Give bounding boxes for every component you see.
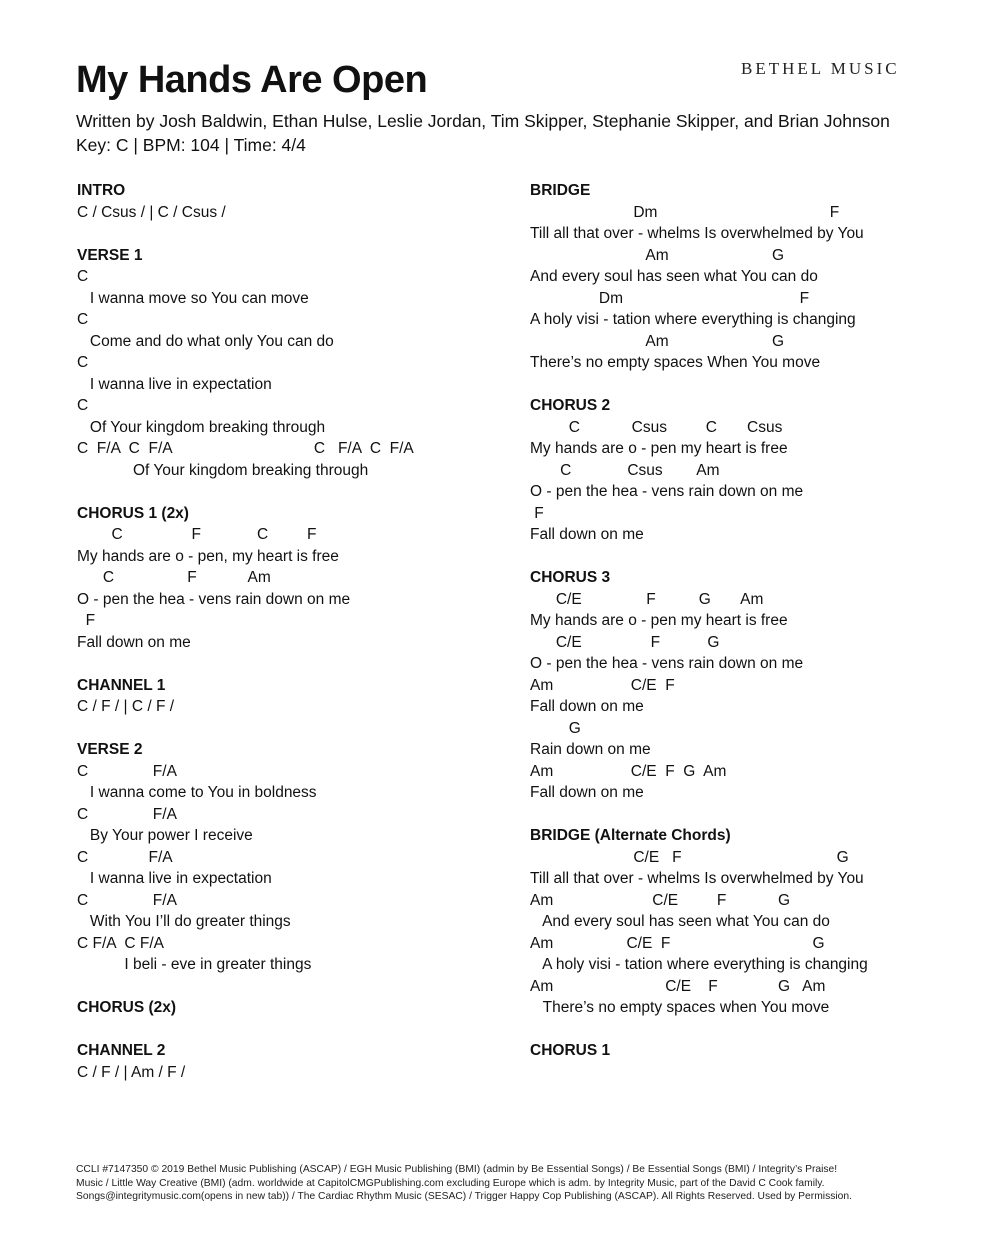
chart-line: F — [530, 504, 544, 522]
chart-line: By Your power I receive — [77, 827, 253, 844]
chart-line: A holy visi - tation where everything is changing — [530, 956, 868, 973]
section-title: VERSE 1 — [77, 246, 143, 264]
brand-logo: BETHEL MUSIC — [741, 59, 900, 78]
copyright-line: CCLI #7147350 © 2019 Bethel Music Publishing (ASCAP) / EGH Music Publishing (BMI) (admin by Be Essential Songs) / Be Essential Songs (BMI) / Integrity’s Praise! — [76, 1164, 838, 1175]
chart-line: Fall down on me — [530, 698, 644, 715]
chart-line: C / F / | C / F / — [77, 698, 175, 715]
chart-line: C F C F — [77, 526, 317, 543]
chart-line: A holy visi - tation where everything is changing — [530, 311, 856, 328]
song-section — [530, 395, 970, 546]
chart-line: C Csus C Csus — [530, 418, 783, 436]
copyright-line: Songs@integritymusic.com(opens in new tab)) / The Cardiac Rhythm Music (SESAC) / Trigger Happy Cop Publishing (ASCAP). All Rights Reserved. Used by Permission. — [76, 1191, 852, 1202]
chart-line: C / F / | Am / F / — [77, 1063, 186, 1081]
chart-line: Am G — [530, 246, 785, 264]
chart-line: C F/A C F/A C F/A C F/A — [77, 440, 414, 457]
chart-line: Am C/E F — [530, 676, 675, 694]
right-column — [530, 180, 970, 1083]
section-title: BRIDGE (Alternate Chords) — [530, 827, 731, 844]
section-title: INTRO — [77, 182, 126, 199]
chart-line: C F/A — [77, 762, 177, 780]
chart-line: Fall down on me — [530, 784, 644, 801]
chart-line: C — [77, 311, 89, 328]
song-section — [77, 503, 517, 654]
song-section — [77, 675, 517, 718]
chart-line: C F/A — [77, 805, 177, 823]
chart-line: C/E F G Am — [530, 590, 764, 608]
chart-line: Am C/E F G Am — [530, 977, 826, 995]
chart-line: And every soul has seen what You can do — [530, 913, 830, 930]
page-title: My Hands Are Open — [76, 59, 428, 101]
chart-line: Dm F — [530, 289, 810, 307]
song-section — [77, 180, 517, 223]
section-title: CHORUS 1 (2x) — [77, 504, 189, 522]
song-section — [77, 997, 517, 1019]
chart-line: And every soul has seen what You can do — [530, 268, 818, 285]
chart-line: C F Am — [77, 569, 271, 586]
song-section — [530, 825, 970, 1019]
chart-line: C F/A C F/A — [77, 934, 164, 952]
chart-line: O - pen the hea - vens rain down on me — [530, 655, 804, 672]
section-title: VERSE 2 — [77, 741, 143, 758]
chart-line: C F/A — [77, 848, 173, 866]
chart-line: Dm F — [530, 203, 840, 221]
song-section — [77, 739, 517, 976]
song-section — [530, 180, 970, 374]
chart-line: I wanna move so You can move — [77, 289, 309, 307]
chart-line: C — [77, 268, 89, 285]
song-key-tempo: Key: C | BPM: 104 | Time: 4/4 — [76, 135, 306, 155]
chart-line: Of Your kingdom breaking through — [77, 418, 326, 436]
section-title: CHORUS 2 — [530, 397, 611, 414]
chart-line: G — [530, 719, 581, 737]
chart-line: Till all that over - whelms Is overwhelmed by You — [530, 225, 864, 242]
chart-line: F — [77, 612, 96, 629]
chart-line: Of Your kingdom breaking through — [77, 461, 369, 479]
chart-line: My hands are o - pen, my heart is free — [77, 547, 339, 565]
chart-line: I beli - eve in greater things — [77, 956, 312, 973]
chart-line: C — [77, 354, 89, 371]
copyright-line: Music / Little Way Creative (BMI) (adm. worldwide at CapitolCMGPublishing.com excluding Europe which is adm. by Integrity Music, part of the David C Cook family. — [76, 1177, 825, 1189]
chart-line: C/E F G — [530, 848, 849, 866]
section-title: BRIDGE — [530, 182, 591, 199]
chart-line: Rain down on me — [530, 741, 651, 758]
songwriter-credits: Written by Josh Baldwin, Ethan Hulse, Leslie Jordan, Tim Skipper, Stephanie Skipper, and Brian Johnson — [76, 111, 890, 131]
copyright-footer — [76, 1163, 946, 1204]
song-section — [530, 567, 970, 804]
chart-line: C / Csus / | C / Csus / — [77, 203, 226, 221]
chart-line: Am G — [530, 332, 785, 350]
section-title: CHORUS 1 — [530, 1042, 611, 1059]
chart-line: Am C/E F G Am — [530, 762, 727, 780]
song-section — [530, 1040, 970, 1062]
chart-line: C/E F G — [530, 633, 720, 651]
left-column — [77, 180, 517, 1105]
chart-line: Till all that over - whelms Is overwhelmed by You — [530, 870, 864, 887]
chart-line: O - pen the hea - vens rain down on me — [77, 590, 351, 608]
section-title: CHORUS 3 — [530, 569, 611, 586]
song-section — [77, 245, 517, 482]
chart-line: There’s no empty spaces when You move — [530, 999, 830, 1016]
chart-line: Am C/E F G — [530, 891, 791, 909]
section-title: CHANNEL 2 — [77, 1042, 166, 1059]
chart-line: Fall down on me — [530, 526, 644, 543]
section-title: CHANNEL 1 — [77, 676, 166, 694]
chart-line: My hands are o - pen my heart is free — [530, 612, 788, 629]
chart-line: I wanna live in expectation — [77, 870, 272, 887]
chart-line: C — [77, 397, 89, 414]
chart-line: O - pen the hea - vens rain down on me — [530, 483, 804, 500]
section-title: CHORUS (2x) — [77, 999, 177, 1016]
chart-line: Fall down on me — [77, 633, 191, 651]
song-section — [77, 1040, 517, 1083]
chart-line: My hands are o - pen my heart is free — [530, 440, 788, 457]
chart-line: I wanna live in expectation — [77, 375, 272, 393]
chart-line: I wanna come to You in boldness — [77, 784, 317, 801]
chart-line: With You I’ll do greater things — [77, 913, 291, 930]
chart-line: Am C/E F G — [530, 934, 825, 952]
chart-line: There’s no empty spaces When You move — [530, 354, 821, 371]
chart-line: C F/A — [77, 891, 177, 909]
chart-line: C Csus Am — [530, 461, 720, 479]
chart-line: Come and do what only You can do — [77, 332, 334, 350]
